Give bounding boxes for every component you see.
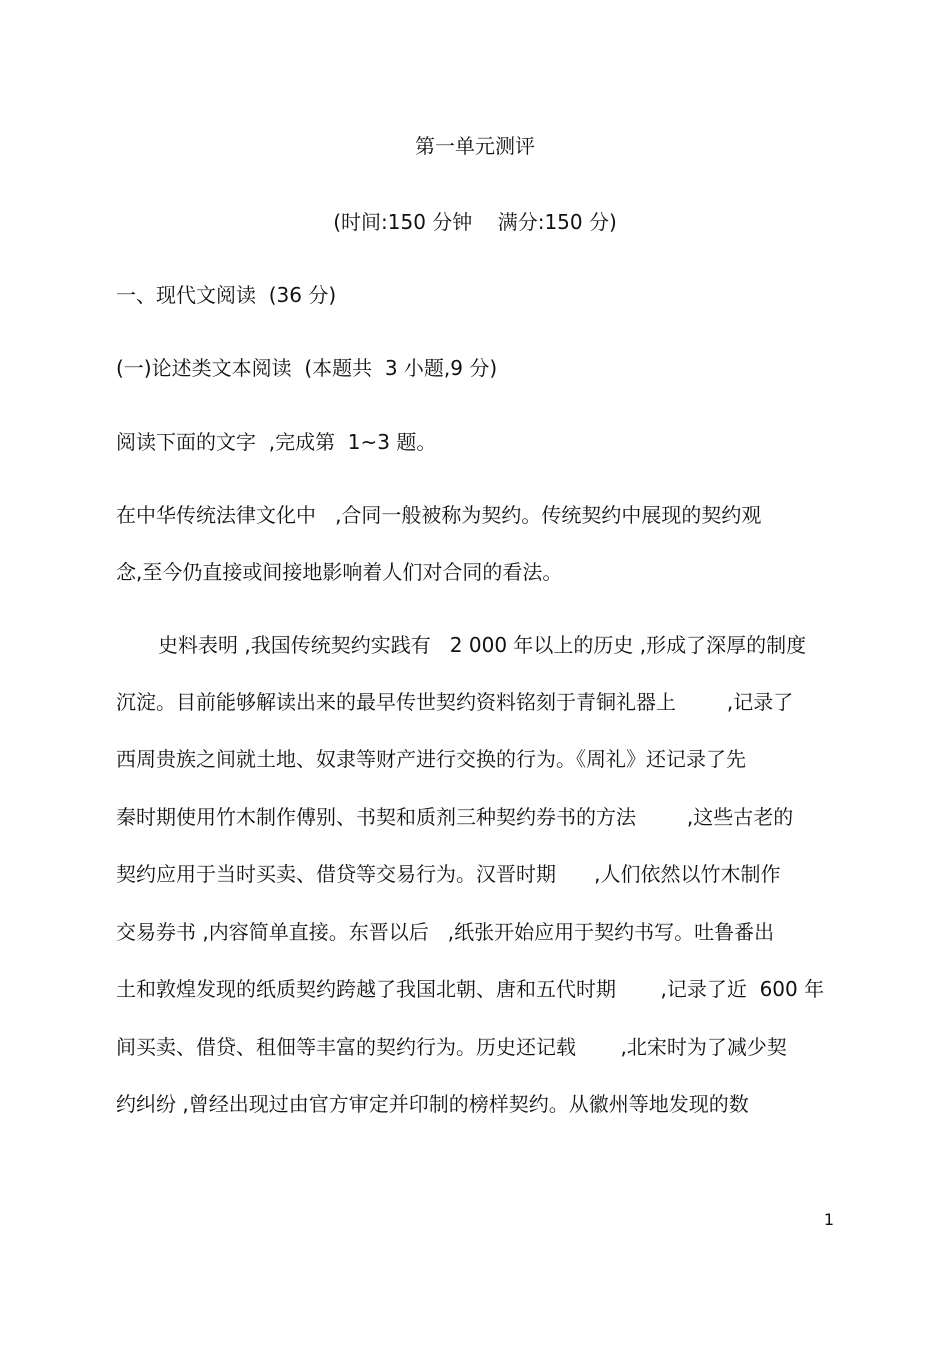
paragraph-2-line-7: 土和敦煌发现的纸质契约跨越了我国北朝、唐和五代时期 ,记录了近 600 年 [116, 977, 825, 1001]
paragraph-1-line-2: 念,至今仍直接或间接地影响着人们对合同的看法。 [116, 560, 563, 584]
paragraph-2-line-2: 沉淀。目前能够解读出来的最早传世契约资料铭刻于青铜礼器上 ,记录了 [116, 690, 794, 714]
paragraph-2-line-9: 约纠纷 ,曾经出现过由官方审定并印制的榜样契约。从徽州等地发现的数 [116, 1092, 749, 1116]
paragraph-2-line-1: 史料表明 ,我国传统契约实践有 2 000 年以上的历史 ,形成了深厚的制度 [158, 633, 807, 657]
exam-info: (时间:150 分钟 满分:150 分) [333, 210, 617, 234]
paragraph-2-line-5: 契约应用于当时买卖、借贷等交易行为。汉晋时期 ,人们依然以竹木制作 [116, 862, 781, 886]
paragraph-2-line-3: 西周贵族之间就土地、奴隶等财产进行交换的行为。《周礼》还记录了先 [116, 747, 746, 771]
paragraph-2-line-6: 交易券书 ,内容简单直接。东晋以后 ,纸张开始应用于契约书写。吐鲁番出 [116, 920, 775, 944]
page-number: 1 [823, 1210, 834, 1229]
instruction-text: 阅读下面的文字 ,完成第 1~3 题。 [116, 430, 437, 454]
subsection-heading: (一)论述类文本阅读 (本题共 3 小题,9 分) [116, 356, 498, 380]
section-heading: 一、现代文阅读 (36 分) [116, 283, 337, 307]
page-title: 第一单元测评 [415, 134, 535, 158]
paragraph-2-line-8: 间买卖、借贷、租佃等丰富的契约行为。历史还记载 ,北宋时为了减少契 [116, 1035, 787, 1059]
paragraph-1-line-1: 在中华传统法律文化中 ,合同一般被称为契约。传统契约中展现的契约观 [116, 503, 762, 527]
paragraph-2-line-4: 秦时期使用竹木制作傅别、书契和质剂三种契约券书的方法 ,这些古老的 [116, 805, 794, 829]
